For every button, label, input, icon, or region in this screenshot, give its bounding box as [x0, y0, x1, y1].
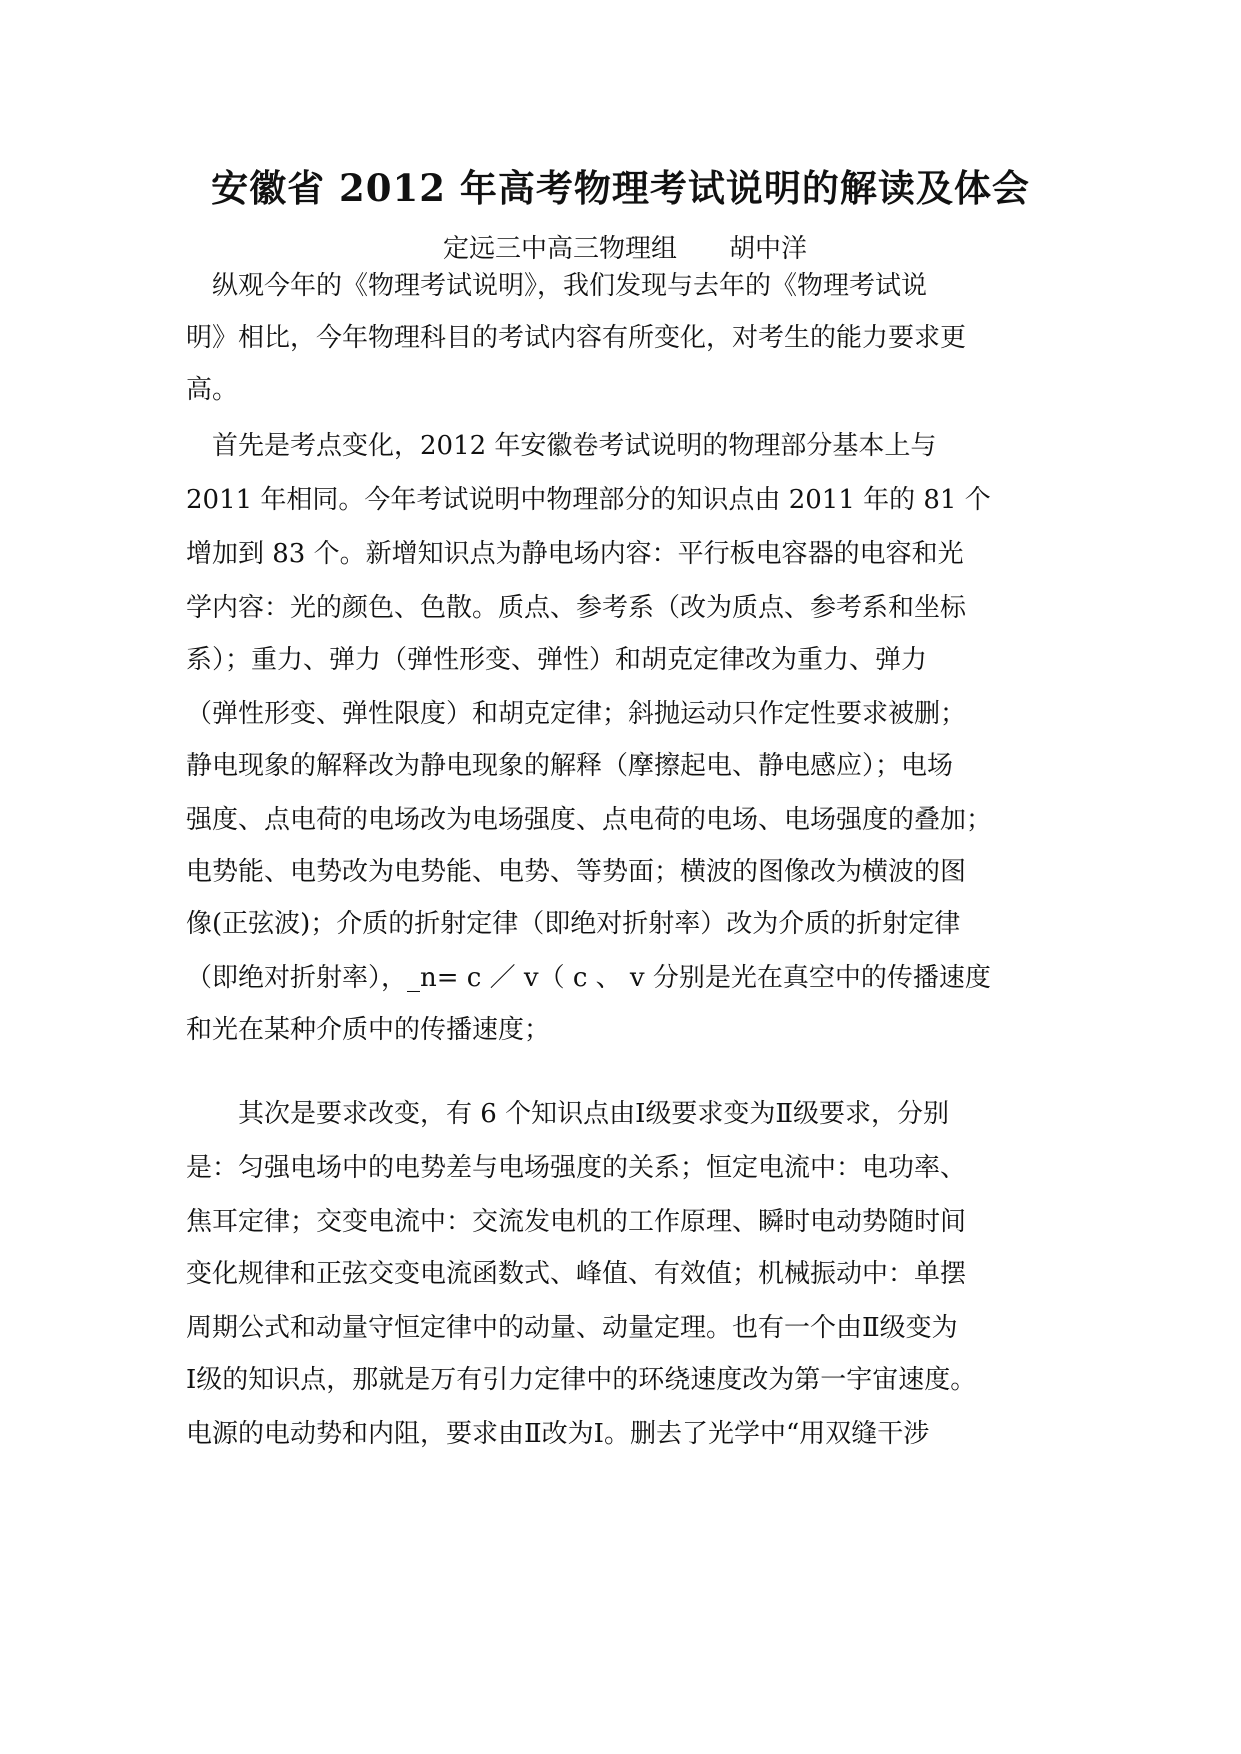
paragraph-3-line: 周期公式和动量守恒定律中的动量、动量定理。也有一个由Ⅱ级变为 — [186, 1313, 958, 1343]
paragraph-3-line: 变化规律和正弦交变电流函数式、峰值、有效值；机械振动中：单摆 — [186, 1259, 967, 1289]
paragraph-3-line: 其次是要求改变，有 6 个知识点由Ⅰ级要求变为Ⅱ级要求，分别 — [186, 1099, 950, 1129]
paragraph-1-line: 纵观今年的《物理考试说明》，我们发现与去年的《物理考试说 — [186, 271, 928, 301]
paragraph-2-line: 像(正弦波)；介质的折射定律（即绝对折射率）改为介质的折射定律 — [186, 909, 961, 939]
paragraph-2-line: 增加到 83 个。新增知识点为静电场内容：平行板电容器的电容和光 — [186, 539, 964, 569]
author-line: 定远三中高三物理组 胡中洋 — [443, 234, 808, 264]
paragraph-3-line: Ⅰ级的知识点，那就是万有引力定律中的环绕速度改为第一宇宙速度。 — [186, 1365, 977, 1395]
paragraph-1-line: 高。 — [186, 375, 239, 405]
paragraph-2-line: 系）；重力、弹力（弹性形变、弹性）和胡克定律改为重力、弹力 — [186, 645, 928, 675]
paragraph-3-line: 电源的电动势和内阻，要求由Ⅱ改为Ⅰ。删去了光学中“用双缝干涉 — [186, 1419, 930, 1449]
paragraph-2-line: 静电现象的解释改为静电现象的解释（摩擦起电、静电感应）；电场 — [186, 751, 954, 781]
document-title: 安徽省 2012 年高考物理考试说明的解读及体会 — [211, 166, 1030, 210]
paragraph-2-line: 2011 年相同。今年考试说明中物理部分的知识点由 2011 年的 81 个 — [186, 485, 991, 515]
paragraph-2-line: 首先是考点变化，2012 年安徽卷考试说明的物理部分基本上与 — [186, 431, 937, 461]
paragraph-2-line: （即绝对折射率），_n= c ／ v（ c 、 v 分别是光在真空中的传播速度 — [186, 963, 991, 993]
paragraph-2-line: 电势能、电势改为电势能、电势、等势面；横波的图像改为横波的图 — [186, 857, 967, 887]
paragraph-2-line: 和光在某种介质中的传播速度； — [186, 1015, 551, 1045]
paragraph-2-line: （弹性形变、弹性限度）和胡克定律；斜抛运动只作定性要求被删； — [186, 699, 967, 729]
paragraph-3-line: 焦耳定律；交变电流中：交流发电机的工作原理、瞬时电动势随时间 — [186, 1207, 967, 1237]
paragraph-2-line: 学内容：光的颜色、色散。质点、参考系（改为质点、参考系和坐标 — [186, 593, 967, 623]
paragraph-1-line: 明》相比，今年物理科目的考试内容有所变化，对考生的能力要求更 — [186, 323, 967, 353]
paragraph-2-line: 强度、点电荷的电场改为电场强度、点电荷的电场、电场强度的叠加； — [186, 805, 993, 835]
paragraph-3-line: 是：匀强电场中的电势差与电场强度的关系；恒定电流中：电功率、 — [186, 1153, 967, 1183]
